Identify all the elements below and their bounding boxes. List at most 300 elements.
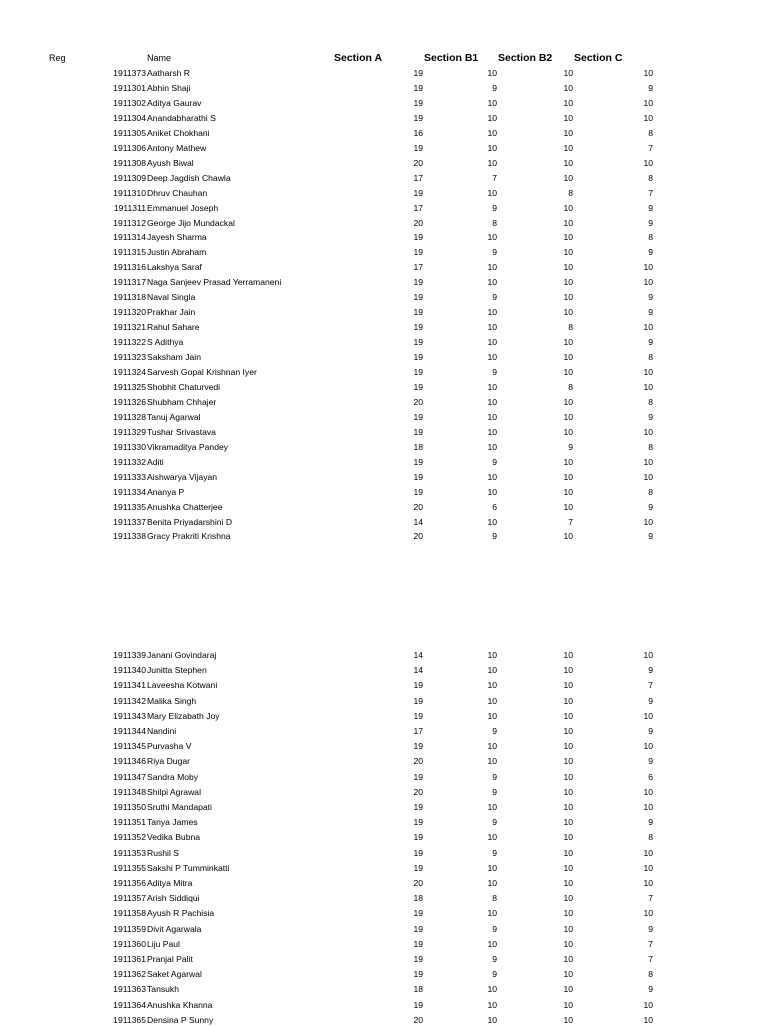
table-row [0, 411, 768, 423]
section-c-cell: 10 [643, 262, 653, 273]
table-row [0, 67, 768, 79]
header-section-b2: Section B2 [498, 52, 553, 64]
section-b1-cell: 9 [492, 771, 497, 782]
section-b1-cell: 9 [492, 292, 497, 303]
section-a-cell: 20 [413, 157, 423, 168]
section-b1-cell: 10 [487, 802, 497, 812]
name-cell: Tanuj Agarwal [147, 411, 201, 422]
section-b1-cell: 7 [492, 172, 497, 183]
section-b2-cell: 10 [563, 82, 573, 93]
section-b1-cell: 10 [487, 187, 497, 198]
section-b1-cell: 10 [487, 262, 497, 273]
name-cell: Aatharsh R [147, 68, 190, 78]
table-row [0, 187, 768, 199]
section-a-cell: 19 [413, 367, 423, 377]
section-a-cell: 19 [413, 695, 423, 706]
section-a-cell: 19 [413, 112, 423, 123]
section-c-cell: 9 [648, 217, 653, 228]
table-row [0, 261, 768, 273]
section-b1-cell: 10 [487, 938, 497, 949]
name-cell: Rushil S [147, 847, 179, 858]
section-b2-cell: 10 [563, 756, 573, 767]
section-b2-cell: 10 [563, 665, 573, 676]
section-b1-cell: 9 [492, 786, 497, 797]
section-b2-cell: 10 [563, 337, 573, 348]
name-cell: Deep Jagdish Chawla [147, 172, 231, 183]
section-b2-cell: 10 [563, 97, 573, 108]
reg-cell: 1911314 [113, 232, 146, 243]
section-b1-cell: 9 [492, 82, 497, 93]
section-a-cell: 17 [413, 262, 423, 273]
table-row [0, 695, 768, 707]
reg-cell: 1911348 [113, 786, 146, 797]
section-b2-cell: 10 [563, 680, 573, 691]
table-row [0, 740, 768, 752]
section-b2-cell: 10 [563, 954, 573, 964]
name-cell: Tushar Srivastava [147, 426, 216, 437]
section-b1-cell: 10 [487, 665, 497, 676]
reg-cell: 1911362 [113, 969, 146, 980]
table-row [0, 471, 768, 483]
reg-cell: 1911347 [113, 771, 146, 782]
section-c-cell: 9 [648, 501, 653, 512]
section-b2-cell: 10 [563, 771, 573, 782]
section-a-cell: 18 [413, 984, 423, 995]
section-c-cell: 8 [648, 232, 653, 243]
section-c-cell: 9 [648, 82, 653, 93]
section-b2-cell: 10 [563, 501, 573, 512]
name-cell: Sakshi P Tumminkatti [147, 862, 230, 873]
section-a-cell: 14 [413, 650, 423, 660]
table-row [0, 664, 768, 676]
reg-cell: 1911345 [113, 741, 146, 752]
section-b1-cell: 10 [487, 650, 497, 660]
reg-cell: 1911334 [113, 486, 146, 497]
section-c-cell: 9 [648, 817, 653, 828]
section-b2-cell: 10 [563, 695, 573, 706]
section-b1-cell: 10 [487, 411, 497, 422]
name-cell: Benita Priyadarshini D [147, 516, 233, 527]
section-a-cell: 19 [413, 471, 423, 482]
name-cell: Divit Agarwala [147, 923, 202, 934]
name-cell: Sruthi Mandapati [147, 802, 212, 812]
name-cell: Naga Sanjeev Prasad Yerramaneni [147, 277, 282, 288]
section-a-cell: 20 [413, 217, 423, 228]
header-section-b1: Section B1 [424, 52, 479, 64]
section-b1-cell: 10 [487, 710, 497, 721]
section-c-cell: 10 [643, 367, 653, 377]
section-c-cell: 10 [643, 1014, 653, 1025]
section-b1-cell: 10 [487, 232, 497, 243]
reg-cell: 1911318 [113, 292, 146, 303]
name-cell: Densina P Sunny [147, 1014, 214, 1025]
section-b1-cell: 10 [487, 97, 497, 108]
section-c-cell: 10 [643, 786, 653, 797]
name-cell: Pranjal Palit [147, 954, 193, 964]
table-row [0, 771, 768, 783]
section-a-cell: 19 [413, 999, 423, 1010]
section-b1-cell: 10 [487, 307, 497, 318]
section-b2-cell: 10 [563, 908, 573, 919]
section-b2-cell: 8 [568, 187, 573, 198]
name-cell: Lakshya Saraf [147, 262, 202, 273]
section-c-cell: 10 [643, 802, 653, 812]
name-cell: Saksham Jain [147, 352, 201, 363]
section-b1-cell: 10 [487, 471, 497, 482]
section-a-cell: 19 [413, 486, 423, 497]
reg-cell: 1911302 [113, 97, 146, 108]
section-b1-cell: 10 [487, 741, 497, 752]
section-b1-cell: 9 [492, 847, 497, 858]
header-section-a: Section A [334, 52, 383, 64]
reg-cell: 1911305 [113, 127, 146, 138]
section-a-cell: 19 [413, 938, 423, 949]
reg-cell: 1911340 [113, 665, 146, 676]
table-row [0, 710, 768, 722]
reg-cell: 1911364 [113, 999, 146, 1010]
section-b1-cell: 10 [487, 157, 497, 168]
section-b1-cell: 10 [487, 112, 497, 123]
section-a-cell: 19 [413, 847, 423, 858]
section-a-cell: 19 [413, 426, 423, 437]
section-a-cell: 20 [413, 878, 423, 888]
table-row [0, 953, 768, 965]
section-b1-cell: 9 [492, 202, 497, 213]
table-row [0, 877, 768, 889]
section-b1-cell: 10 [487, 516, 497, 527]
table-row [0, 938, 768, 950]
name-cell: Junitta Stephen [147, 665, 207, 676]
section-a-cell: 19 [413, 411, 423, 422]
section-a-cell: 19 [413, 954, 423, 964]
section-b1-cell: 10 [487, 127, 497, 138]
section-a-cell: 19 [413, 908, 423, 919]
table-row [0, 157, 768, 169]
name-cell: Ayush Biwal [147, 157, 194, 168]
section-a-cell: 19 [413, 142, 423, 153]
section-c-cell: 7 [648, 938, 653, 949]
name-cell: Vikramaditya Pandey [147, 441, 229, 452]
table-row [0, 486, 768, 498]
name-cell: Anandabharathi S [147, 112, 216, 123]
section-b2-cell: 10 [563, 456, 573, 467]
name-cell: Dhruv Chauhan [147, 187, 208, 198]
section-c-cell: 9 [648, 726, 653, 736]
section-a-cell: 19 [413, 187, 423, 198]
reg-cell: 1911326 [113, 396, 146, 407]
table-row [0, 366, 768, 378]
section-c-cell: 10 [643, 322, 653, 333]
name-cell: Arish Siddiqui [147, 893, 200, 904]
section-b2-cell: 10 [563, 352, 573, 363]
table-row [0, 306, 768, 318]
table-row [0, 172, 768, 184]
section-b2-cell: 10 [563, 1014, 573, 1025]
section-c-cell: 9 [648, 531, 653, 542]
section-a-cell: 14 [413, 516, 423, 527]
name-cell: Liju Paul [147, 938, 180, 949]
section-a-cell: 17 [413, 726, 423, 736]
section-b2-cell: 10 [563, 172, 573, 183]
section-c-cell: 10 [643, 157, 653, 168]
section-b2-cell: 8 [568, 322, 573, 333]
reg-cell: 1911316 [113, 262, 146, 273]
section-b1-cell: 9 [492, 531, 497, 542]
table-row [0, 516, 768, 528]
section-a-cell: 18 [413, 441, 423, 452]
reg-cell: 1911306 [113, 142, 146, 153]
table-row [0, 231, 768, 243]
section-a-cell: 19 [413, 247, 423, 258]
section-c-cell: 10 [643, 999, 653, 1010]
table-row [0, 907, 768, 919]
table-row [0, 426, 768, 438]
section-b2-cell: 10 [563, 247, 573, 258]
table-row [0, 321, 768, 333]
section-b2-cell: 10 [563, 307, 573, 318]
table-row [0, 649, 768, 661]
table-row [0, 923, 768, 935]
table-row [0, 983, 768, 995]
reg-cell: 1911360 [113, 938, 146, 949]
section-b2-cell: 8 [568, 381, 573, 392]
section-b2-cell: 10 [563, 262, 573, 273]
table-row [0, 801, 768, 813]
name-cell: Nandini [147, 726, 177, 736]
section-c-cell: 10 [643, 456, 653, 467]
name-cell: Tansukh [147, 984, 180, 995]
reg-cell: 1911342 [113, 695, 146, 706]
section-a-cell: 14 [413, 665, 423, 676]
section-c-cell: 10 [643, 908, 653, 919]
section-b1-cell: 8 [492, 893, 497, 904]
table-row [0, 97, 768, 109]
name-cell: Laveesha Kotwani [147, 680, 218, 691]
section-c-cell: 10 [643, 471, 653, 482]
reg-cell: 1911346 [113, 756, 146, 767]
section-b2-cell: 10 [563, 68, 573, 78]
section-a-cell: 19 [413, 680, 423, 691]
name-cell: Emmanuel Joseph [147, 202, 219, 213]
table-row [0, 968, 768, 980]
name-cell: Saket Agarwal [147, 969, 202, 980]
section-b2-cell: 10 [563, 862, 573, 873]
table-row [0, 276, 768, 288]
section-c-cell: 9 [648, 411, 653, 422]
reg-cell: 1911353 [113, 847, 146, 858]
section-c-cell: 7 [648, 680, 653, 691]
section-a-cell: 20 [413, 396, 423, 407]
section-a-cell: 19 [413, 771, 423, 782]
section-b1-cell: 9 [492, 954, 497, 964]
section-b1-cell: 10 [487, 352, 497, 363]
table-row [0, 862, 768, 874]
section-c-cell: 9 [648, 307, 653, 318]
section-b2-cell: 10 [563, 923, 573, 934]
name-cell: Prakhar Jain [147, 307, 196, 318]
name-cell: Aditya Mitra [147, 878, 193, 888]
reg-cell: 1911355 [113, 862, 146, 873]
table-row [0, 501, 768, 513]
reg-cell: 1911341 [113, 680, 146, 691]
section-c-cell: 10 [643, 878, 653, 888]
reg-cell: 1911333 [113, 471, 146, 482]
table-row [0, 396, 768, 408]
section-c-cell: 10 [643, 862, 653, 873]
section-b2-cell: 10 [563, 232, 573, 243]
section-b2-cell: 10 [563, 396, 573, 407]
reg-cell: 1911351 [113, 817, 146, 828]
reg-cell: 1911308 [113, 157, 146, 168]
section-b1-cell: 10 [487, 862, 497, 873]
section-b1-cell: 10 [487, 999, 497, 1010]
section-b1-cell: 10 [487, 277, 497, 288]
section-a-cell: 19 [413, 817, 423, 828]
section-b1-cell: 10 [487, 486, 497, 497]
section-c-cell: 8 [648, 441, 653, 452]
section-c-cell: 8 [648, 127, 653, 138]
name-cell: Vedika Bubna [147, 832, 201, 843]
reg-cell: 1911358 [113, 908, 146, 919]
section-c-cell: 9 [648, 337, 653, 348]
section-c-cell: 9 [648, 984, 653, 995]
table-row [0, 441, 768, 453]
reg-cell: 1911321 [113, 322, 146, 333]
section-c-cell: 8 [648, 352, 653, 363]
table-row [0, 755, 768, 767]
section-c-cell: 10 [643, 112, 653, 123]
section-b1-cell: 10 [487, 396, 497, 407]
reg-cell: 1911343 [113, 710, 146, 721]
reg-cell: 1911324 [113, 367, 146, 377]
section-c-cell: 10 [643, 97, 653, 108]
section-a-cell: 19 [413, 68, 423, 78]
section-c-cell: 10 [643, 710, 653, 721]
section-c-cell: 10 [643, 426, 653, 437]
section-b1-cell: 10 [487, 322, 497, 333]
reg-cell: 1911329 [113, 426, 146, 437]
reg-cell: 1911339 [113, 650, 146, 660]
reg-cell: 1911301 [113, 82, 146, 93]
section-b1-cell: 10 [487, 756, 497, 767]
section-b1-cell: 10 [487, 1014, 497, 1025]
section-a-cell: 17 [413, 202, 423, 213]
section-a-cell: 19 [413, 802, 423, 812]
section-b2-cell: 10 [563, 847, 573, 858]
name-cell: Ananya P [147, 486, 185, 497]
reg-cell: 1911359 [113, 923, 146, 934]
section-b2-cell: 10 [563, 984, 573, 995]
name-cell: Sandra Moby [147, 771, 199, 782]
section-a-cell: 19 [413, 832, 423, 843]
name-cell: Shobhit Chaturvedi [147, 381, 221, 392]
section-a-cell: 19 [413, 82, 423, 93]
section-b1-cell: 6 [492, 501, 497, 512]
section-a-cell: 20 [413, 786, 423, 797]
section-c-cell: 7 [648, 954, 653, 964]
section-b2-cell: 10 [563, 832, 573, 843]
table-row [0, 202, 768, 214]
name-cell: Rahul Sahare [147, 322, 200, 333]
section-c-cell: 8 [648, 969, 653, 980]
reg-cell: 1911365 [113, 1014, 146, 1025]
header-reg: Reg [49, 53, 66, 63]
reg-cell: 1911350 [113, 802, 146, 812]
reg-cell: 1911309 [113, 172, 146, 183]
section-b2-cell: 10 [563, 726, 573, 736]
reg-cell: 1911363 [113, 984, 146, 995]
reg-cell: 1911357 [113, 893, 146, 904]
table-row [0, 351, 768, 363]
name-cell: S Adithya [147, 337, 184, 348]
table-row [0, 112, 768, 124]
reg-cell: 1911328 [113, 411, 146, 422]
name-cell: Janani Govindaraj [147, 650, 217, 660]
section-b1-cell: 10 [487, 832, 497, 843]
section-c-cell: 7 [648, 187, 653, 198]
section-b2-cell: 10 [563, 142, 573, 153]
section-b2-cell: 10 [563, 531, 573, 542]
table-row [0, 291, 768, 303]
section-b2-cell: 10 [563, 157, 573, 168]
section-b1-cell: 10 [487, 142, 497, 153]
section-b1-cell: 10 [487, 984, 497, 995]
section-a-cell: 17 [413, 172, 423, 183]
reg-cell: 1911304 [113, 112, 146, 123]
section-c-cell: 10 [643, 277, 653, 288]
name-cell: Sarvesh Gopal Krishnan Iyer [147, 367, 257, 377]
name-cell: Aditi [147, 456, 164, 467]
table-row [0, 82, 768, 94]
table-row [0, 725, 768, 737]
section-c-cell: 9 [648, 756, 653, 767]
section-a-cell: 19 [413, 97, 423, 108]
section-a-cell: 19 [413, 277, 423, 288]
name-cell: Aishwarya Vijayan [147, 471, 218, 482]
section-a-cell: 19 [413, 862, 423, 873]
reg-cell: 1911337 [113, 516, 146, 527]
reg-cell: 1911320 [113, 307, 146, 318]
section-c-cell: 6 [648, 771, 653, 782]
reg-cell: 1911317 [113, 277, 146, 288]
section-a-cell: 19 [413, 352, 423, 363]
reg-cell: 1911338 [113, 531, 146, 542]
section-b2-cell: 7 [568, 516, 573, 527]
section-c-cell: 8 [648, 396, 653, 407]
name-cell: Tanya James [147, 817, 198, 828]
section-a-cell: 19 [413, 337, 423, 348]
section-c-cell: 9 [648, 292, 653, 303]
section-a-cell: 19 [413, 741, 423, 752]
section-b2-cell: 10 [563, 292, 573, 303]
section-b2-cell: 10 [563, 411, 573, 422]
section-a-cell: 19 [413, 292, 423, 303]
section-b2-cell: 10 [563, 741, 573, 752]
name-cell: Malika Singh [147, 695, 197, 706]
section-a-cell: 18 [413, 893, 423, 904]
section-b1-cell: 9 [492, 247, 497, 258]
section-a-cell: 19 [413, 456, 423, 467]
section-b2-cell: 10 [563, 426, 573, 437]
table-row [0, 831, 768, 843]
section-b2-cell: 10 [563, 486, 573, 497]
reg-cell: 1911332 [113, 456, 146, 467]
section-b1-cell: 9 [492, 367, 497, 377]
section-c-cell: 9 [648, 202, 653, 213]
name-cell: Anushka Khanna [147, 999, 213, 1010]
section-a-cell: 19 [413, 322, 423, 333]
section-c-cell: 8 [648, 832, 653, 843]
